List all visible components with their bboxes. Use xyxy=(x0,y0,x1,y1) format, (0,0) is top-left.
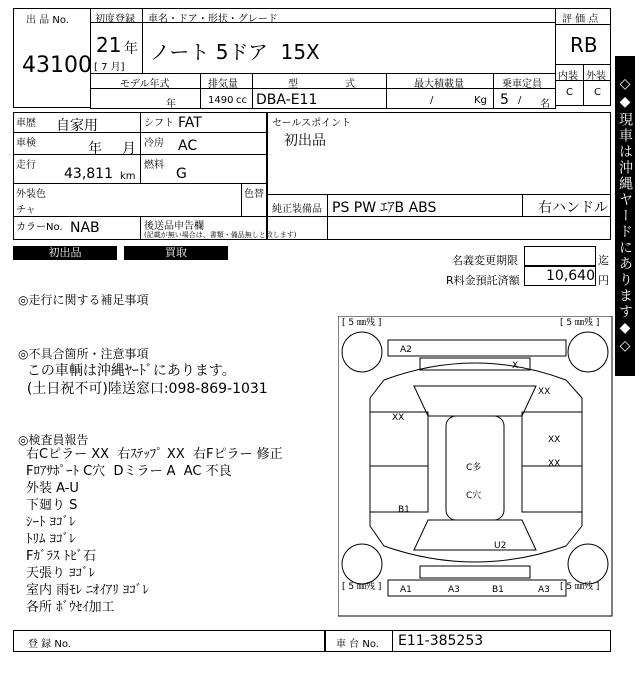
chassis-no: E11-385253 xyxy=(398,633,484,649)
displacement: 1490 xyxy=(208,95,234,106)
inspection-label: 車検 xyxy=(16,138,36,149)
capacity-label: 乗車定員 xyxy=(502,79,542,90)
tire-label-fl: [ 5 ㎜残 ] xyxy=(342,318,382,328)
recycle: 10,640 xyxy=(546,268,595,284)
interior-label: 内装 xyxy=(558,71,578,82)
mark-rear-bumper-3: B1 xyxy=(492,585,504,595)
defect-lines: この車輌は沖縄ﾔｰﾄﾞにあります。 (土日祝不可)陸送窓口:098-869-1031 xyxy=(26,363,268,397)
aftermarket-note: (記載が無い場合は、書類・備品無しと致します) xyxy=(144,231,297,239)
mark-rear-hatch: U2 xyxy=(494,541,507,551)
chassis-label: 車 台 No. xyxy=(336,639,379,650)
displacement-unit: cc xyxy=(236,95,247,106)
sales-point-label: セールスポイント xyxy=(272,118,352,129)
exterior-color: チャ xyxy=(16,205,36,216)
first-reg-label: 初度登録 xyxy=(95,14,135,25)
type-label-2: 式 xyxy=(345,79,355,90)
exterior-color-label: 外装色 xyxy=(16,189,46,200)
mark-roof-2: C穴 xyxy=(466,491,482,501)
mark-front-bumper: A2 xyxy=(400,345,412,355)
max-load-label: 最大積載量 xyxy=(414,79,464,90)
tire-label-fr: [ 5 ㎜残 ] xyxy=(560,318,600,328)
model-desc-label: 車名・ドア・形状・グレード xyxy=(148,14,278,25)
sales-point: 初出品 xyxy=(284,133,326,149)
tire-fl xyxy=(342,332,382,372)
recycle-label: R料金預託済額 xyxy=(446,274,520,287)
mark-rear-bumper-4: A3 xyxy=(538,585,550,595)
name-change-unit: 迄 xyxy=(598,254,609,267)
color-no-label: カラーNo. xyxy=(16,222,63,233)
lot-no: 43100 xyxy=(22,53,92,78)
steering: 右ハンドル xyxy=(538,200,608,216)
model-year-unit: 年 xyxy=(166,99,176,110)
shift-label: シフト xyxy=(144,118,174,129)
capacity-suffix: 名 xyxy=(540,99,550,110)
first-reg-year-unit: 年 xyxy=(124,41,138,57)
displacement-label: 排気量 xyxy=(208,79,238,90)
max-load: / xyxy=(430,95,434,106)
reg-no-label: 登 録 No. xyxy=(28,639,71,650)
max-load-unit: Kg xyxy=(474,95,487,106)
rear-panel xyxy=(420,566,530,578)
mark-rear-bumper-2: A3 xyxy=(448,585,460,595)
color-no: NAB xyxy=(70,220,100,236)
inspector-lines: 右Cピラー XX 右ｽﾃｯﾌﾟ XX 右Fピラー 修正 Fﾛｱｻﾎﾟｰﾄ C穴 Dミラー A AC 不良 外装 A-U 下廻り S ｼｰﾄ ﾖｺﾞﾚ ﾄﾘﾑ ﾖｺﾞﾚ Fｶﾞﾗｽ ﾄﾋﾞ石 天張り ﾖｺﾞﾚ 室内 雨ﾓﾚ ﾆｵｲｱﾘ ﾖｺﾞﾚ 各所 ﾎﾞｳｾｲ加工 xyxy=(26,447,283,615)
ac-label: 冷房 xyxy=(144,138,164,149)
car-name: ノート 5ドア 15X xyxy=(150,40,320,64)
name-change-label: 名義変更期限 xyxy=(452,254,518,267)
name-change-box xyxy=(524,246,596,266)
tag-buyout: 買取 xyxy=(124,246,228,260)
interior-score: C xyxy=(566,87,573,98)
first-reg-month: [ 7 月] xyxy=(94,62,125,73)
lot-no-box xyxy=(13,8,91,108)
tire-rr xyxy=(568,544,608,584)
tire-rl xyxy=(342,544,382,584)
grade: RB xyxy=(570,33,598,57)
supplement-title: ◎走行に関する補足事項 xyxy=(18,293,149,307)
fuel-label: 燃料 xyxy=(144,160,164,171)
color-change-label: 色替 xyxy=(244,189,264,200)
defect-title: ◎不具合箇所・注意事項 xyxy=(18,347,149,361)
shift: FAT xyxy=(178,115,202,131)
exterior-label: 外装 xyxy=(586,71,606,82)
mark-rear-bumper-1: A1 xyxy=(400,585,412,595)
mark-left-rear: B1 xyxy=(398,505,410,515)
mileage: 43,811 xyxy=(64,166,113,182)
inspector-title: ◎検査員報告 xyxy=(18,433,89,447)
mark-right-pillar: XX xyxy=(548,435,561,445)
tire-label-rr: [ 5 ㎜残 ] xyxy=(560,582,600,592)
rear-hatch xyxy=(414,520,536,550)
mark-right-step: XX xyxy=(548,459,561,469)
type-label: 型 xyxy=(288,79,298,90)
capacity: 5 xyxy=(500,92,509,108)
history-label: 車歴 xyxy=(16,118,36,129)
tire-label-rl: [ 5 ㎜残 ] xyxy=(342,582,382,592)
lot-no-label: 出 品 No. xyxy=(26,15,69,26)
inspection-month: 月 xyxy=(122,141,136,157)
model-year-label: モデル年式 xyxy=(120,79,170,90)
fuel: G xyxy=(176,166,187,182)
equipment-label: 純正装備品 xyxy=(272,204,322,215)
aftermarket-label: 後送品申告欄 xyxy=(144,221,204,232)
mark-left-door: XX xyxy=(392,413,405,423)
mileage-label: 走行 xyxy=(16,160,36,171)
equipment: PS PW ｴｱB ABS xyxy=(332,200,437,216)
car-damage-diagram xyxy=(338,316,614,622)
tag-first-listing: 初出品 xyxy=(13,246,117,260)
door-rr xyxy=(522,466,582,512)
ac: AC xyxy=(178,138,198,154)
first-reg-year: 21 xyxy=(96,33,122,57)
inspection-year: 年 xyxy=(88,141,102,157)
mark-roof-1: C多 xyxy=(466,463,482,473)
recycle-unit: 円 xyxy=(598,274,609,287)
grade-label: 評 価 点 xyxy=(562,14,599,25)
front-bumper xyxy=(388,340,566,356)
mark-right-fender: XX xyxy=(538,387,551,397)
history: 自家用 xyxy=(56,118,98,134)
mark-grille: X xyxy=(512,361,519,371)
location-banner: ◇◆現車は沖縄ヤードにあります◆◇ xyxy=(615,56,635,376)
capacity-slash: / xyxy=(518,95,522,106)
tire-fr xyxy=(568,332,608,372)
exterior-score: C xyxy=(594,87,601,98)
hood xyxy=(414,386,536,416)
mileage-unit: km xyxy=(120,171,136,182)
model-type: DBA-E11 xyxy=(256,92,318,108)
